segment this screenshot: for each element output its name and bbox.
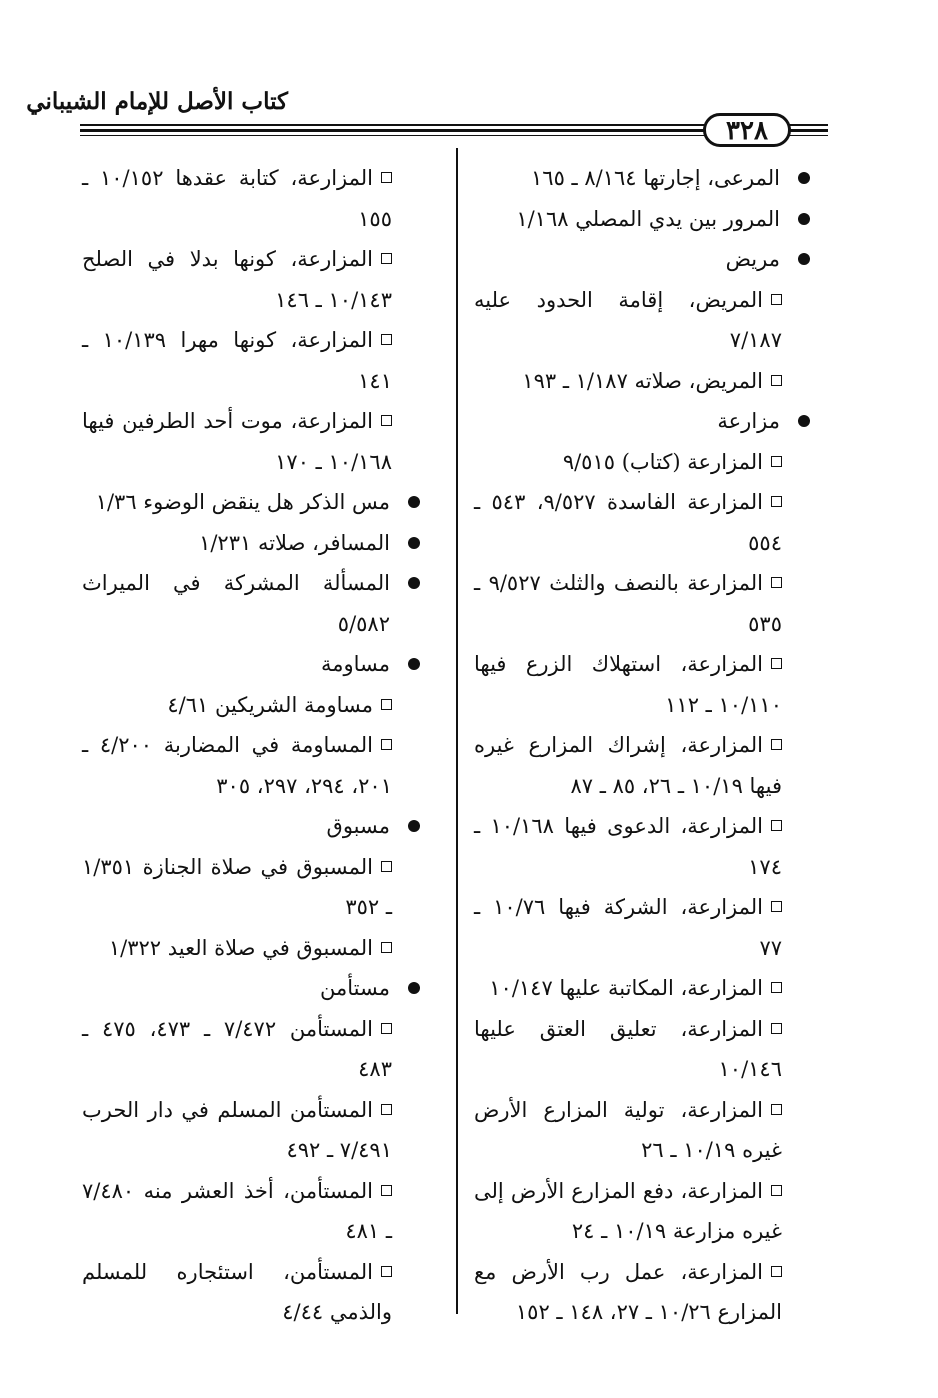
index-subentry — [474, 482, 810, 563]
bullet-icon — [798, 213, 810, 225]
square-marker-icon — [381, 1185, 392, 1196]
bullet-icon — [408, 577, 420, 589]
entry-text: المزارعة، الدعوى فيها ١٠/١٦٨ ـ ١٧٤ — [474, 814, 782, 879]
square-marker-icon — [381, 415, 392, 426]
square-marker-icon — [771, 820, 782, 831]
index-subentry — [82, 401, 420, 482]
index-heading — [82, 523, 420, 564]
entry-text: المزارعة، كتابة عقدها ١٠/١٥٢ ـ ١٥٥ — [82, 166, 392, 231]
entry-text: المزارعة، موت أحد الطرفين فيها ١٠/١٦٨ ـ ١٧٠ — [82, 409, 392, 474]
square-marker-icon — [771, 1023, 782, 1034]
entry-text: المسبوق في صلاة العيد ١/٣٢٢ — [108, 935, 373, 960]
entry-text: المزارعة، الشركة فيها ١٠/٧٦ ـ ٧٧ — [474, 895, 782, 960]
index-subentry — [474, 1090, 810, 1171]
index-heading — [82, 806, 420, 847]
entry-text: المرور بين يدي المصلي ١/١٦٨ — [516, 206, 780, 231]
index-subentry — [474, 442, 810, 483]
index-heading — [474, 158, 810, 199]
bullet-icon — [408, 820, 420, 832]
index-subentry — [82, 239, 420, 320]
square-marker-icon — [381, 1266, 392, 1277]
square-marker-icon — [771, 982, 782, 993]
entry-text: المزارعة الفاسدة ٩/٥٢٧، ٥٤٣ ـ ٥٥٤ — [474, 490, 782, 555]
entry-text: المزارعة بالنصف والثلث ٩/٥٢٧ ـ ٥٣٥ — [474, 571, 782, 636]
entry-text: مستأمن — [320, 976, 390, 1000]
square-marker-icon — [771, 739, 782, 750]
index-subentry — [82, 1090, 420, 1171]
index-heading — [82, 644, 420, 685]
index-subentry — [474, 725, 810, 806]
square-marker-icon — [771, 294, 782, 305]
index-column-right — [474, 158, 810, 1333]
square-marker-icon — [771, 1266, 782, 1277]
index-subentry — [82, 1009, 420, 1090]
bullet-icon — [798, 172, 810, 184]
bullet-icon — [408, 658, 420, 670]
entry-text: المساومة في المضاربة ٤/٢٠٠ ـ ٢٠١، ٢٩٤، ٢٩٧، ٣٠٥ — [82, 733, 392, 798]
entry-text: المزارعة، تعليق العتق عليها ١٠/١٤٦ — [474, 1016, 782, 1081]
square-marker-icon — [771, 901, 782, 912]
entry-text: المريض، صلاته ١/١٨٧ ـ ١٩٣ — [522, 368, 763, 393]
bullet-icon — [408, 496, 420, 508]
square-marker-icon — [381, 334, 392, 345]
index-heading — [82, 968, 420, 1009]
entry-text: المزارعة، استهلاك الزرع فيها ١٠/١١٠ ـ ١١٢ — [474, 652, 782, 717]
entry-text: المرعى، إجارتها ٨/١٦٤ ـ ١٦٥ — [531, 166, 780, 190]
entry-text: المريض، إقامة الحدود عليه ٧/١٨٧ — [474, 287, 782, 352]
index-subentry — [82, 685, 420, 726]
entry-text: المستأمن المسلم في دار الحرب ٧/٤٩١ ـ ٤٩٢ — [82, 1097, 392, 1162]
index-subentry — [82, 725, 420, 806]
book-title: كتاب الأصل للإمام الشيباني — [26, 88, 288, 115]
index-heading — [82, 482, 420, 523]
index-subentry — [474, 806, 810, 887]
index-subentry — [474, 563, 810, 644]
page-number: ٣٢٨ — [703, 113, 791, 147]
entry-text: المزارعة، إشراك المزارع غيره فيها ١٠/١٩ ـ ٢٦، ٨٥ ـ ٨٧ — [474, 733, 782, 798]
entry-text: المستأمن ٧/٤٧٢ ـ ٤٧٣، ٤٧٥ ـ ٤٨٣ — [82, 1016, 392, 1081]
index-column-left — [82, 158, 420, 1333]
entry-text: المزارعة، دفع المزارع الأرض إلى غيره مزارعة ١٠/١٩ ـ ٢٤ — [474, 1178, 782, 1243]
square-marker-icon — [771, 375, 782, 386]
column-divider — [456, 148, 458, 1314]
index-subentry — [474, 644, 810, 725]
square-marker-icon — [381, 942, 392, 953]
square-marker-icon — [771, 496, 782, 507]
index-subentry — [474, 968, 810, 1009]
index-subentry — [474, 887, 810, 968]
bullet-icon — [798, 415, 810, 427]
square-marker-icon — [771, 456, 782, 467]
entry-text: مريض — [725, 247, 780, 271]
index-subentry — [82, 320, 420, 401]
bullet-icon — [408, 537, 420, 549]
entry-text: المزارعة، تولية المزارع الأرض غيره ١٠/١٩ ـ ٢٦ — [474, 1097, 782, 1162]
entry-text: المزارعة، كونها مهرا ١٠/١٣٩ ـ ١٤١ — [82, 328, 392, 393]
entry-text: المزارعة، المكاتبة عليها ١٠/١٤٧ — [489, 976, 763, 1000]
entry-text: مسبوق — [326, 814, 390, 838]
entry-text: المزارعة، عمل رب الأرض مع المزارع ١٠/٢٦ ـ ٢٧، ١٤٨ ـ ١٥٢ — [474, 1259, 782, 1324]
index-subentry — [474, 1171, 810, 1252]
entry-text: المسألة المشركة في الميراث ٥/٥٨٢ — [82, 571, 390, 636]
index-heading — [474, 401, 810, 442]
square-marker-icon — [771, 1104, 782, 1115]
index-subentry — [474, 280, 810, 361]
square-marker-icon — [381, 172, 392, 183]
index-subentry — [474, 361, 810, 402]
index-subentry — [82, 928, 420, 969]
index-subentry — [474, 1009, 810, 1090]
index-heading — [474, 199, 810, 240]
index-subentry — [82, 158, 420, 239]
bullet-icon — [408, 982, 420, 994]
entry-text: مزارعة — [717, 409, 780, 433]
index-subentry — [474, 1252, 810, 1333]
square-marker-icon — [381, 861, 392, 872]
entry-text: مس الذكر هل ينقض الوضوء ١/٣٦ — [95, 490, 390, 514]
entry-text: مساومة الشريكين ٤/٦١ — [167, 692, 373, 717]
square-marker-icon — [771, 577, 782, 588]
square-marker-icon — [381, 739, 392, 750]
entry-text: المسافر، صلاته ١/٢٣١ — [199, 530, 390, 555]
index-heading — [82, 563, 420, 644]
index-subentry — [82, 847, 420, 928]
square-marker-icon — [381, 1023, 392, 1034]
square-marker-icon — [771, 1185, 782, 1196]
entry-text: المستأمن، أخذ العشر منه ٧/٤٨٠ ـ ٤٨١ — [82, 1178, 392, 1243]
square-marker-icon — [381, 253, 392, 264]
entry-text: المزارعة (كتاب) ٩/٥١٥ — [562, 449, 763, 474]
entry-text: المستأمن، استئجاره للمسلم والذمي ٤/٤٤ — [82, 1259, 392, 1324]
index-subentry — [82, 1252, 420, 1333]
bullet-icon — [798, 253, 810, 265]
square-marker-icon — [771, 658, 782, 669]
square-marker-icon — [381, 1104, 392, 1115]
entry-text: مساومة — [320, 652, 390, 676]
entry-text: المسبوق في صلاة الجنازة ١/٣٥١ ـ ٣٥٢ — [82, 854, 392, 919]
index-subentry — [82, 1171, 420, 1252]
square-marker-icon — [381, 699, 392, 710]
index-heading — [474, 239, 810, 280]
entry-text: المزارعة، كونها بدلا في الصلح ١٠/١٤٣ ـ ١٤٦ — [82, 247, 392, 312]
